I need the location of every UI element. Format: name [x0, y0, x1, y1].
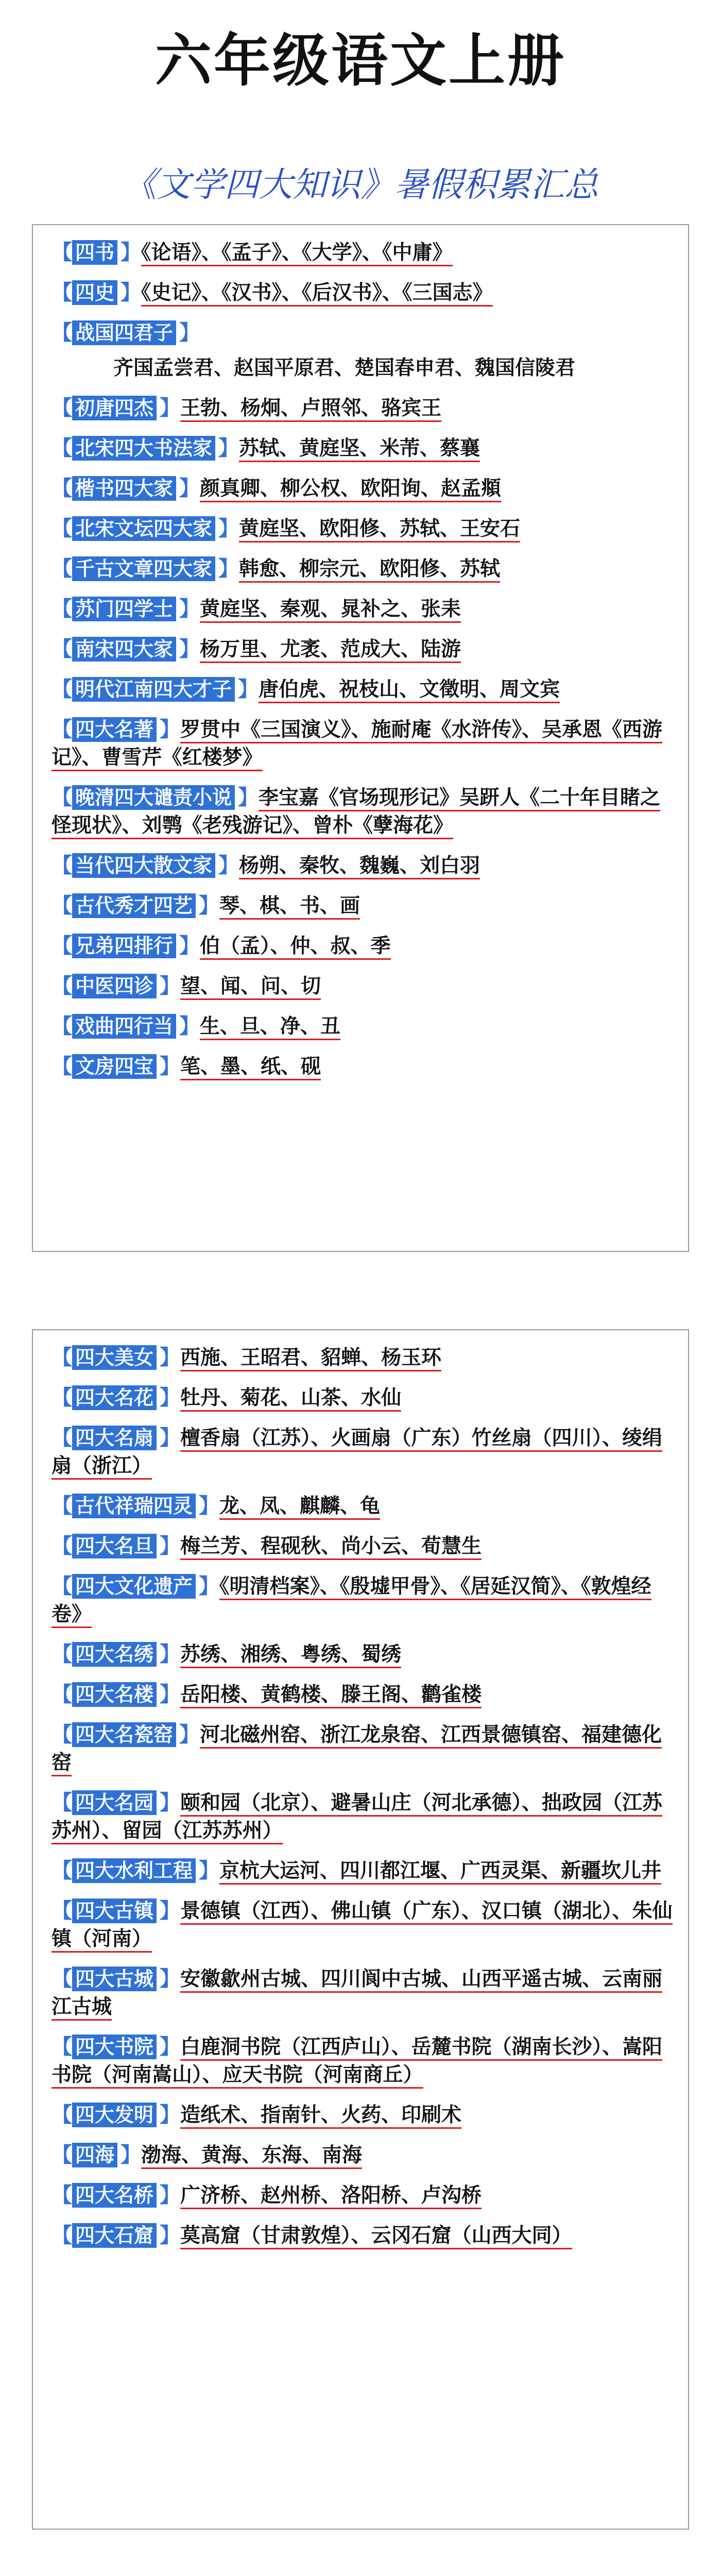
bracket-close: 】 — [160, 1642, 181, 1666]
category-label: 北宋文坛四大家 — [72, 516, 215, 541]
bracket-open: 【 — [52, 436, 72, 460]
category-label: 四海 — [72, 2143, 117, 2167]
bracket-open: 【 — [52, 2035, 72, 2059]
bracket-close: 】 — [199, 1859, 220, 1883]
category-content: 李宝嘉《官场现形记》吴趼人《二十年目睹之怪现状》、刘鹗《老残游记》、曾朴《孽海花》 — [52, 786, 660, 839]
category-content: 韩愈、柳宗元、欧阳修、苏轼 — [239, 557, 500, 583]
bracket-open: 【 — [52, 677, 72, 701]
category-content: 齐国孟尝君、赵国平原君、楚国春申君、魏国信陵君 — [113, 356, 576, 380]
category-label: 当代四大散文家 — [72, 853, 215, 878]
bracket-close: 】 — [121, 2143, 142, 2167]
category-content: 琴、棋、书、画 — [219, 894, 360, 920]
section-box-2 — [32, 1329, 689, 2530]
category-content: 广济桥、赵州桥、洛阳桥、卢沟桥 — [180, 2183, 482, 2209]
knowledge-row — [52, 784, 677, 839]
knowledge-row — [52, 319, 677, 382]
category-content: 《史记》、《汉书》、《后汉书》、《三国志》 — [141, 281, 493, 307]
category-content: 伯（孟）、仲、叔、季 — [200, 934, 391, 960]
category-label: 四大文化遗产 — [72, 1574, 196, 1599]
knowledge-row — [52, 972, 677, 1000]
bracket-close: 】 — [179, 321, 200, 345]
bracket-close: 】 — [121, 241, 142, 264]
bracket-close: 】 — [160, 1899, 181, 1923]
bracket-close: 】 — [199, 1574, 220, 1598]
bracket-open: 【 — [52, 1967, 72, 1991]
category-label: 兄弟四排行 — [72, 934, 176, 958]
category-label: 四大水利工程 — [72, 1858, 196, 1883]
page-title: 六年级语文上册 — [155, 28, 566, 94]
knowledge-row — [52, 635, 677, 663]
bracket-open: 【 — [52, 1055, 72, 1078]
knowledge-row — [52, 716, 677, 771]
category-label: 四大名园 — [72, 1790, 157, 1815]
category-label: 文房四宝 — [72, 1054, 157, 1079]
knowledge-row — [52, 1344, 677, 1371]
bracket-close: 】 — [160, 718, 181, 741]
bracket-close: 】 — [160, 1967, 181, 1991]
bracket-close: 】 — [218, 854, 239, 877]
category-content: 京杭大运河、四川都江堰、广西灵渠、新疆坎儿井 — [219, 1859, 661, 1885]
bracket-open: 【 — [52, 477, 72, 500]
bracket-close: 】 — [199, 1494, 220, 1518]
category-content: 笔、墨、纸、砚 — [180, 1055, 321, 1080]
bracket-open: 【 — [52, 1534, 72, 1558]
bracket-close: 】 — [179, 1014, 200, 1038]
category-content: 岳阳楼、黄鹤楼、滕王阁、鹳雀楼 — [180, 1683, 482, 1708]
category-label: 四大书院 — [72, 2035, 157, 2059]
category-content: 梅兰芳、程砚秋、尚小云、荀慧生 — [180, 1534, 482, 1560]
category-content: 生、旦、净、丑 — [200, 1014, 340, 1040]
bracket-open: 【 — [52, 1899, 72, 1923]
category-label: 四史 — [72, 280, 117, 305]
bracket-close: 】 — [160, 396, 181, 420]
knowledge-row — [52, 1012, 677, 1040]
category-label: 中医四诊 — [72, 974, 157, 998]
knowledge-row — [52, 675, 677, 703]
category-label: 晚清四大谴责小说 — [72, 785, 235, 810]
bracket-close: 】 — [179, 477, 200, 500]
bracket-open: 【 — [52, 557, 72, 581]
bracket-close: 】 — [160, 1683, 181, 1706]
knowledge-row — [52, 1384, 677, 1412]
knowledge-row — [52, 434, 677, 462]
category-label: 古代秀才四艺 — [72, 893, 196, 918]
category-label: 四大名绣 — [72, 1642, 157, 1667]
knowledge-row — [52, 394, 677, 422]
bracket-close: 】 — [179, 597, 200, 621]
knowledge-row — [52, 1424, 677, 1480]
knowledge-row — [52, 1681, 677, 1708]
category-content: 造纸术、指南针、火药、印刷术 — [180, 2103, 461, 2129]
knowledge-row — [52, 1721, 677, 1776]
category-content: 安徽歙州古城、四川阆中古城、山西平遥古城、云南丽江古城 — [52, 1967, 662, 2021]
bracket-open: 【 — [52, 718, 72, 741]
page-subtitle: 《文学四大知识》暑假积累汇总 — [123, 165, 598, 205]
category-label: 四大名花 — [72, 1385, 157, 1410]
bracket-close: 】 — [160, 1534, 181, 1558]
bracket-close: 】 — [179, 637, 200, 661]
category-label: 四大名著 — [72, 717, 157, 742]
bracket-close: 】 — [218, 517, 239, 540]
category-content: 王勃、杨炯、卢照邻、骆宾王 — [180, 396, 441, 422]
bracket-open: 【 — [52, 1426, 72, 1450]
category-content: 杨朔、秦牧、魏巍、刘白羽 — [239, 854, 480, 879]
category-content: 杨万里、尤袤、范成大、陆游 — [200, 637, 461, 663]
category-content: 颐和园（北京）、避暑山庄（河北承德）、拙政园（江苏苏州）、留园（江苏苏州） — [52, 1791, 662, 1844]
knowledge-row — [52, 239, 677, 266]
category-content: 白鹿洞书院（江西庐山）、岳麓书院（湖南长沙）、嵩阳书院（河南嵩山）、应天书院（河南商丘） — [52, 2035, 662, 2089]
bracket-open: 【 — [52, 854, 72, 877]
bracket-close: 】 — [218, 557, 239, 581]
knowledge-row — [52, 515, 677, 543]
category-label: 四大石窟 — [72, 2223, 157, 2248]
bracket-open: 【 — [52, 2224, 72, 2247]
bracket-close: 】 — [179, 934, 200, 958]
category-content: 《明清档案》、《殷墟甲骨》、《居延汉简》、《敦煌经卷》 — [52, 1574, 651, 1628]
knowledge-row — [52, 1492, 677, 1520]
bracket-close: 】 — [160, 2103, 181, 2127]
category-content: 苏绣、湘绣、粤绣、蜀绣 — [180, 1642, 401, 1668]
bracket-close: 】 — [160, 1346, 181, 1369]
category-label: 古代祥瑞四灵 — [72, 1494, 196, 1518]
bracket-open: 【 — [52, 1574, 72, 1598]
bracket-close: 】 — [160, 1791, 181, 1815]
category-content: 龙、凤、麒麟、龟 — [219, 1494, 380, 1520]
category-label: 北宋四大书法家 — [72, 436, 215, 461]
bracket-open: 【 — [52, 1494, 72, 1518]
category-label: 明代江南四大才子 — [72, 677, 235, 702]
bracket-open: 【 — [52, 1683, 72, 1706]
bracket-open: 【 — [52, 2103, 72, 2127]
bracket-open: 【 — [52, 1859, 72, 1883]
category-label: 四大名瓷窑 — [72, 1722, 176, 1747]
knowledge-row — [52, 852, 677, 879]
bracket-close: 】 — [160, 1386, 181, 1410]
category-content: 渤海、黄海、东海、南海 — [141, 2143, 362, 2169]
bracket-close: 】 — [179, 1723, 200, 1747]
bracket-open: 【 — [52, 2143, 72, 2167]
bracket-open: 【 — [52, 894, 72, 918]
knowledge-row — [52, 279, 677, 307]
bracket-open: 【 — [52, 1386, 72, 1410]
knowledge-row — [52, 932, 677, 960]
category-label: 四大发明 — [72, 2103, 157, 2127]
bracket-close: 】 — [121, 281, 142, 304]
category-label: 战国四君子 — [72, 320, 176, 345]
category-content: 黄庭坚、秦观、晁补之、张耒 — [200, 597, 461, 623]
knowledge-row — [52, 1532, 677, 1560]
knowledge-row — [52, 555, 677, 583]
bracket-close: 】 — [160, 2183, 181, 2207]
bracket-open: 【 — [52, 1723, 72, 1747]
bracket-open: 【 — [52, 786, 72, 809]
bracket-close: 】 — [160, 974, 181, 998]
category-content: 唐伯虎、祝枝山、文徵明、周文宾 — [259, 677, 560, 703]
category-content: 河北磁州窑、浙江龙泉窑、江西景德镇窑、福建德化窑 — [52, 1723, 662, 1776]
bracket-open: 【 — [52, 1791, 72, 1815]
category-content: 西施、王昭君、貂蝉、杨玉环 — [180, 1346, 441, 1371]
bracket-open: 【 — [52, 281, 72, 304]
category-content: 黄庭坚、欧阳修、苏轼、王安石 — [239, 517, 520, 543]
knowledge-row — [52, 1572, 677, 1628]
category-content: 望、闻、问、切 — [180, 974, 321, 1000]
section-box-1 — [32, 224, 689, 1252]
bracket-open: 【 — [52, 321, 72, 345]
category-label: 戏曲四行当 — [72, 1014, 176, 1039]
category-label: 四大名扇 — [72, 1426, 157, 1450]
category-label: 苏门四学士 — [72, 597, 176, 621]
knowledge-row — [52, 1897, 677, 1953]
bracket-close: 】 — [160, 2224, 181, 2247]
bracket-close: 】 — [160, 1426, 181, 1450]
category-content: 莫高窟（甘肃敦煌）、云冈石窟（山西大同） — [180, 2224, 572, 2249]
bracket-open: 【 — [52, 597, 72, 621]
knowledge-row — [52, 2222, 677, 2249]
knowledge-row — [52, 2141, 677, 2169]
knowledge-row — [52, 1640, 677, 1668]
knowledge-row — [52, 2181, 677, 2209]
category-label: 四大名旦 — [72, 1534, 157, 1558]
knowledge-row — [52, 2101, 677, 2129]
bracket-close: 】 — [238, 786, 259, 809]
bracket-close: 】 — [199, 894, 220, 918]
category-label: 四大名楼 — [72, 1682, 157, 1707]
category-content: 檀香扇（江苏）、火画扇（广东）竹丝扇（四川）、绫绢扇（浙江） — [52, 1426, 662, 1480]
category-content: 《论语》、《孟子》、《大学》、《中庸》 — [141, 241, 453, 266]
category-content: 苏轼、黄庭坚、米芾、蔡襄 — [239, 436, 480, 462]
bracket-open: 【 — [52, 2183, 72, 2207]
knowledge-row — [52, 1053, 677, 1080]
knowledge-row — [52, 1965, 677, 2021]
category-label: 四大名桥 — [72, 2183, 157, 2208]
knowledge-row — [52, 892, 677, 920]
bracket-open: 【 — [52, 1346, 72, 1369]
bracket-open: 【 — [52, 517, 72, 540]
category-content: 牡丹、菊花、山茶、水仙 — [180, 1386, 401, 1412]
bracket-open: 【 — [52, 1642, 72, 1666]
category-label: 四大美女 — [72, 1345, 157, 1370]
bracket-open: 【 — [52, 1014, 72, 1038]
bracket-close: 】 — [160, 1055, 181, 1078]
bracket-open: 【 — [52, 934, 72, 958]
bracket-open: 【 — [52, 637, 72, 661]
category-label: 四书 — [72, 240, 117, 265]
knowledge-row — [52, 595, 677, 623]
bracket-open: 【 — [52, 974, 72, 998]
category-label: 楷书四大家 — [72, 476, 176, 501]
category-label: 初唐四杰 — [72, 396, 157, 420]
category-label: 四大古城 — [72, 1967, 157, 1991]
category-content: 颜真卿、柳公权、欧阳询、赵孟頫 — [200, 477, 501, 502]
knowledge-row — [52, 2033, 677, 2089]
knowledge-row — [52, 1789, 677, 1844]
bracket-close: 】 — [238, 677, 259, 701]
knowledge-row — [52, 1857, 677, 1885]
category-content: 景德镇（江西）、佛山镇（广东）、汉口镇（湖北）、朱仙镇（河南） — [52, 1899, 673, 1953]
bracket-open: 【 — [52, 396, 72, 420]
category-label: 四大古镇 — [72, 1899, 157, 1923]
bracket-close: 】 — [218, 436, 239, 460]
bracket-open: 【 — [52, 241, 72, 264]
bracket-close: 】 — [160, 2035, 181, 2059]
category-label: 南宋四大家 — [72, 637, 176, 662]
category-label: 千古文章四大家 — [72, 556, 215, 581]
category-content: 罗贯中《三国演义》、施耐庵《水浒传》、吴承恩《西游记》、曹雪芹《红楼梦》 — [52, 718, 662, 771]
knowledge-row — [52, 474, 677, 502]
